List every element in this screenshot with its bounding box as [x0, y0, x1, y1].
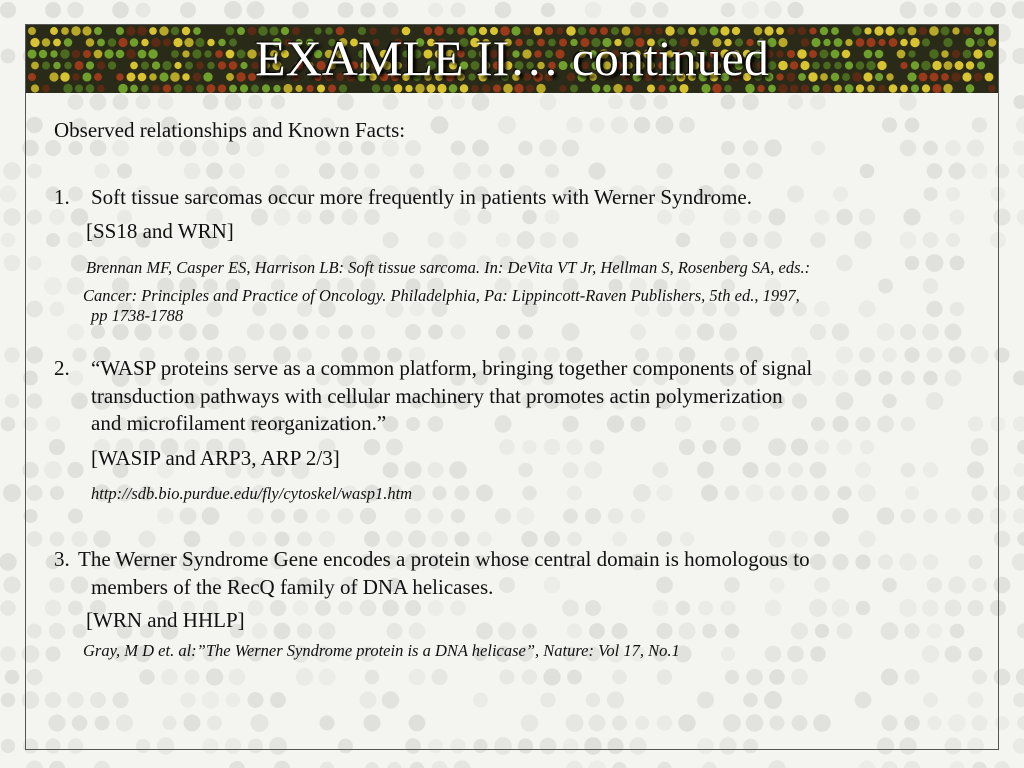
item-tag: [WRN and HHLP] — [86, 608, 245, 632]
citation-line: Brennan MF, Casper ES, Harrison LB: Soft tissue sarcoma. In: DeVita VT Jr, Hellman S, Rosenberg SA, eds.: — [86, 258, 811, 277]
intro-heading: Observed relationships and Known Facts: — [54, 118, 406, 142]
item-tag: [SS18 and WRN] — [86, 219, 234, 243]
citation-line: Gray, M D et. al:”The Werner Syndrome protein is a DNA helicase”, Nature: Vol 17, No.1 — [83, 641, 680, 660]
item-number: 3. — [54, 547, 70, 571]
item-tag: [WASIP and ARP3, ARP 2/3] — [91, 446, 340, 470]
citation-link[interactable]: http://sdb.bio.purdue.edu/fly/cytoskel/wasp1.htm — [91, 484, 413, 503]
item-text-line: transduction pathways with cellular machinery that promotes actin polymerization — [91, 384, 783, 408]
citation-line: pp 1738-1788 — [91, 306, 184, 325]
item-text-line: members of the RecQ family of DNA helicases. — [91, 575, 494, 599]
slide-title: EXAMLE II… continued — [255, 30, 769, 86]
item-text-line: Soft tissue sarcomas occur more frequently in patients with Werner Syndrome. — [91, 185, 753, 209]
item-text-line: and microfilament reorganization.” — [91, 411, 387, 435]
item-number: 2. — [54, 356, 70, 380]
citation-line: Cancer: Principles and Practice of Oncology. Philadelphia, Pa: Lippincott-Raven Publishers, 5th ed., 1997, — [83, 286, 800, 305]
item-text-line: “WASP proteins serve as a common platform, bringing together components of signal — [91, 356, 813, 380]
item-text-line: The Werner Syndrome Gene encodes a protein whose central domain is homologous to — [78, 547, 810, 571]
item-number: 1. — [54, 185, 70, 209]
